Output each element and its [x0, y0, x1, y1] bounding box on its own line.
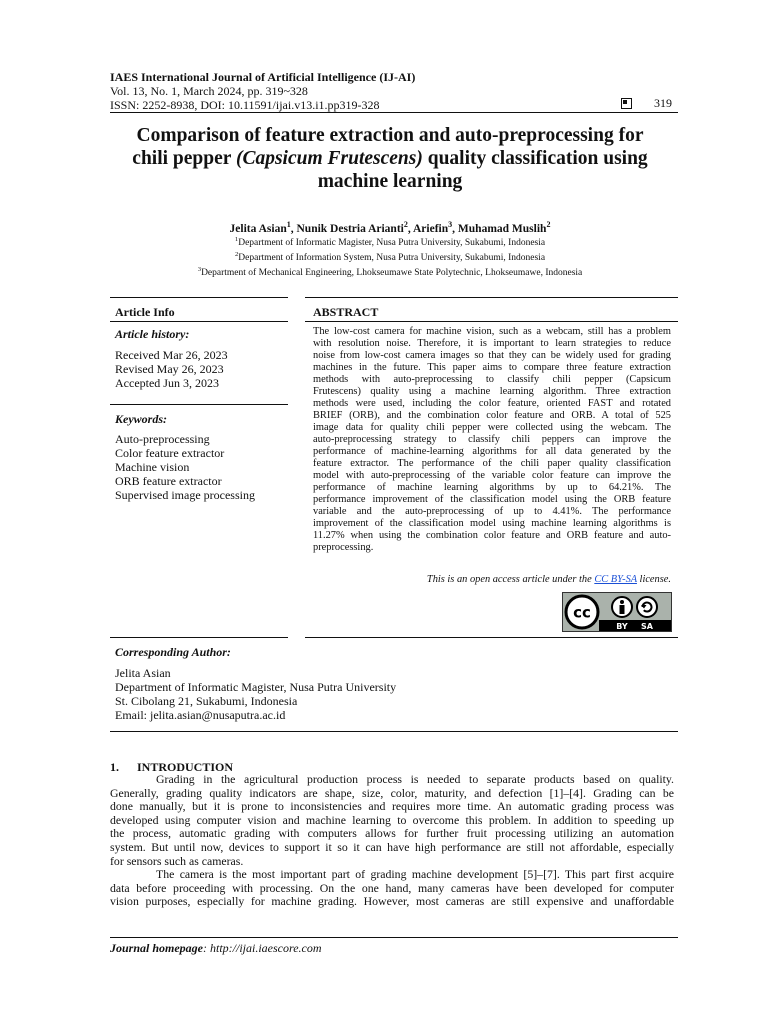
open-access-pre: This is an open access article under the [426, 574, 595, 585]
corresponding-address: St. Cibolang 21, Sukabumi, Indonesia [115, 694, 298, 708]
author-sup: 2 [403, 220, 408, 229]
title-line-2-italic: (Capsicum Frutescens) [235, 148, 423, 169]
cc-by-sa-link[interactable]: CC BY-SA [594, 574, 637, 585]
affiliation-list [100, 234, 680, 279]
corresponding-dept: Department of Informatic Magister, Nusa Putra University [115, 680, 397, 694]
corresponding-rule-right [305, 637, 678, 638]
affiliation [100, 249, 680, 264]
abstract-sub-rule [305, 321, 678, 322]
author-sup: 2 [546, 220, 551, 229]
abstract-line: 11.27% when using the combination color feature and ORB feature and auto- [313, 530, 671, 541]
author-sep: , [452, 222, 458, 235]
abstract-line: image data for quality chili pepper were collected using the webcam. The [313, 422, 671, 433]
article-history [115, 348, 228, 390]
abstract-line: machines in the future. This paper aims to compare three feature extraction [313, 362, 671, 373]
author-name: Ariefin [413, 222, 449, 235]
author-sep: , [407, 222, 413, 235]
abstract-line: model with auto-preprocessing of the variable color feature can improve the [313, 470, 671, 481]
title-line-1: Comparison of feature extraction and auto-preprocessing for [136, 125, 644, 146]
keyword-item: Supervised image processing [115, 488, 255, 502]
abstract-line: auto-preprocessing strategy to classify chili peppers can improve the [313, 434, 671, 445]
square-bullet-icon [621, 98, 632, 109]
keyword-item: ORB feature extractor [115, 474, 222, 488]
svg-text:cc: cc [573, 603, 591, 622]
article-info-top-rule [110, 297, 288, 298]
abstract-line: preprocessing. [313, 542, 374, 553]
keyword-item: Color feature extractor [115, 446, 225, 460]
abstract-line: with resolution noise. Therefore, it is important to learn strategies to reduce [313, 338, 671, 349]
body-line: vision purposes, especially for machine grading. However, most cameras are still expensive and unaffordable [110, 895, 674, 909]
revised-date: Revised May 26, 2023 [115, 362, 224, 376]
article-info-heading: Article Info [115, 305, 175, 319]
open-access-post: license. [636, 574, 671, 585]
corresponding-bottom-rule [110, 731, 678, 732]
abstract-line: feature extractor. The performance of the chili paper quality classification [313, 458, 671, 469]
corresponding-rule-left [110, 637, 288, 638]
affil-text: Department of Informatic Magister, Nusa Putra University, Sukabumi, Indonesia [238, 238, 546, 249]
title-line-2-pre: chili pepper [132, 148, 236, 169]
article-info-sub-rule [110, 321, 288, 322]
keyword-item: Machine vision [115, 460, 190, 474]
header-rule [110, 112, 678, 113]
cc-by-sa-icon[interactable] [562, 592, 672, 632]
footer-rule [110, 937, 678, 938]
author-name: Jelita Asian [229, 222, 287, 235]
author-sep: , [290, 222, 297, 235]
author-name: Nunik Destria Arianti [296, 222, 404, 235]
cc-by-label: BY [616, 622, 628, 631]
body-line: the process, automatic grading with computers allows for further fruit processing utilizing an automation [110, 827, 674, 841]
open-access-notice [313, 574, 671, 585]
abstract-body [313, 326, 671, 554]
abstract-top-rule [305, 297, 678, 298]
page-number: 319 [654, 96, 672, 110]
author-list [100, 220, 680, 235]
corresponding-name: Jelita Asian [115, 666, 171, 680]
corresponding-email[interactable]: Email: jelita.asian@nusaputra.ac.id [115, 708, 286, 722]
affil-text: Department of Mechanical Engineering, Lhokseumawe State Polytechnic, Lhokseumawe, Indonesia [201, 268, 583, 279]
journal-name: IAES International Journal of Artificial Intelligence (IJ-AI) [110, 70, 416, 84]
article-history-heading: Article history: [115, 327, 190, 341]
author-name: Muhamad Muslih [457, 222, 547, 235]
cc-badge-graphic [563, 593, 671, 631]
body-line: Generally, grading quality indicators are shape, size, color, maturity, and defection [1]–[4]. Grading can be [110, 786, 674, 800]
corresponding-heading: Corresponding Author: [115, 645, 231, 659]
abstract-line: noise from low-cost camera images so that they can be widely used for grading [313, 350, 671, 361]
keywords-heading: Keywords: [115, 412, 167, 426]
page-number-block [621, 96, 672, 111]
body-line: system. But until now, devices to support it so it can have high performance are still not affordable, especially [110, 840, 674, 854]
body-line: done manually, but it is prone to inconsistencies and requires more time. An automatic grading process was [110, 800, 674, 814]
affiliation [100, 234, 680, 249]
abstract-line: methods were used, including the color feature, oriented FAST and rotated [313, 398, 671, 409]
abstract-line: Frutescens) quality using a machine learning algorithm. Three extraction [313, 386, 671, 397]
abstract-line: performance of machine-learning algorithms for all data generated by the [313, 446, 671, 457]
affil-sup: 1 [234, 236, 239, 243]
abstract-heading: ABSTRACT [313, 305, 379, 319]
keyword-item: Auto-preprocessing [115, 432, 210, 446]
title-line-2-post: quality classification using [422, 148, 648, 169]
body-line: for sensors such as cameras. [110, 854, 244, 868]
homepage-label: Journal homepage [110, 941, 204, 955]
cc-sa-label: SA [641, 622, 653, 631]
section-title: INTRODUCTION [137, 760, 234, 774]
abstract-line: improvement of the classification model using machine learning algorithms is [313, 518, 671, 529]
affil-sup: 3 [197, 266, 202, 274]
body-line: data before proceeding with processing. On the one hand, many cameras have been developed for computer [110, 881, 674, 895]
affil-text: Department of Information System, Nusa Putra University, Sukabumi, Indonesia [238, 253, 546, 264]
issn-line: ISSN: 2252-8938, DOI: 10.11591/ijai.v13.i1.pp319-328 [110, 98, 380, 112]
paper-title [100, 124, 680, 193]
title-line-3: machine learning [317, 171, 463, 192]
journal-homepage [110, 941, 322, 956]
volume-line: Vol. 13, No. 1, March 2024, pp. 319~328 [110, 84, 308, 98]
received-date: Received Mar 26, 2023 [115, 348, 228, 362]
author-sup: 1 [286, 220, 291, 229]
body-line: developed using computer vision and machine learning to overcome this problem. In addition to speeding up [110, 813, 674, 827]
body-line: The camera is the most important part of grading machine development [5]–[7]. This part first acquire [156, 868, 674, 882]
abstract-line: methods with auto-preprocessing to classify chili pepper (Capsicum [313, 374, 671, 385]
author-sup: 3 [448, 220, 453, 229]
section-number: 1. [110, 760, 119, 774]
journal-header [110, 70, 415, 112]
abstract-line: BRIEF (ORB), and the combination color feature and ORB. A total of 525 [313, 410, 671, 421]
keywords-list [115, 432, 255, 502]
abstract-line: performance of machine learning algorithms by up to 64.21%. The [313, 482, 671, 493]
introduction-body [110, 773, 674, 909]
title-line-2 [100, 147, 680, 170]
affiliation [100, 264, 680, 279]
homepage-url[interactable]: : http://ijai.iaescore.com [203, 941, 322, 955]
body-line: Grading in the agricultural production process is needed to separate products based on quality. [156, 773, 674, 786]
keywords-rule [110, 404, 288, 405]
affil-sup: 2 [234, 251, 239, 259]
accepted-date: Accepted Jun 3, 2023 [115, 376, 219, 390]
abstract-line: The low-cost camera for machine vision, such as a webcam, still has a problem [313, 326, 671, 337]
abstract-line: performance improvement of the classification model using the ORB feature [313, 494, 671, 505]
abstract-line: variable and the auto-preprocessing of up to 4.41%. The performance [313, 506, 671, 517]
corresponding-author-block [115, 666, 396, 722]
